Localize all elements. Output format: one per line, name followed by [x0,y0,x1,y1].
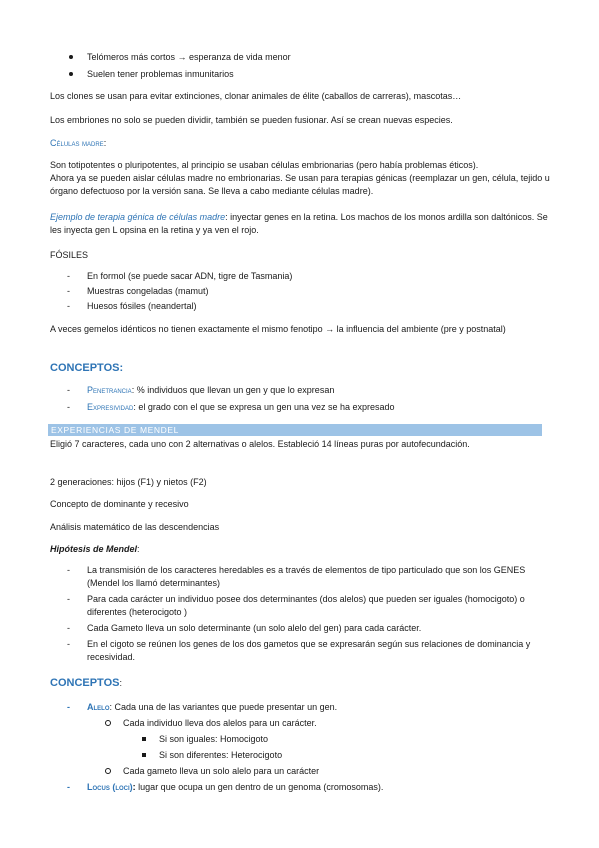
term-penetrancia: Penetrancia [87,385,132,395]
terapia-label: Ejemplo de terapia génica de células madre [50,212,226,222]
list-item-alelo: - Alelo: Cada una de las variantes que puede presentar un gen. [50,701,550,714]
paragraph-analisis: Análisis matemático de las descendencias [50,522,220,532]
bullet-list-top [50,51,550,81]
list-item: Si son diferentes: Heterocigoto [50,749,550,762]
hipotesis-heading [50,543,550,556]
paragraph-embriones: Los embriones no solo se pueden dividir, también se pueden fusionar. Así se crean nuevas especies. [50,115,453,125]
paragraph-celulas-2: Ahora ya se pueden aislar células madre no embrionarias. Se usan para terapias génicas (reemplazar un gen, célula, tejido u órgano defectuoso por la versión sana. Se lleva a cabo mediante células madre). [50,173,550,196]
list-item: Cada gameto lleva un solo alelo para un carácter [50,765,550,778]
paragraph-generaciones: 2 generaciones: hijos (F1) y nietos (F2) [50,477,207,487]
list-item: - Huesos fósiles (neandertal) [50,300,550,313]
paragraph-terapia [50,211,550,237]
list-item: - Expresividad: el grado con el que se expresa un gen una vez se ha expresado [50,401,550,414]
paragraph-gemelos: A veces gemelos idénticos no tienen exactamente el mismo fenotipo → la influencia del ambiente (pre y postnatal) [50,324,506,334]
conceptos-colon-2: : [119,678,122,688]
list-item: - Cada Gameto lleva un solo determinante (un solo alelo del gen) para cada carácter. [50,622,550,635]
term-expresividad: Expresividad [87,402,134,412]
celulas-madre-heading [50,137,550,150]
hipotesis-title: Hipótesis de Mendel [50,544,138,554]
fosiles-heading: FÓSILES [50,250,89,260]
list-item: Cada individuo lleva dos alelos para un carácter. [50,717,550,730]
celulas-madre-title: Células madre [50,138,104,148]
list-item: - Muestras congeladas (mamut) [50,285,550,298]
list-item: Telómeros más cortos → esperanza de vida menor [50,51,550,64]
list-item: - La transmisión de los caracteres heredables es a través de elementos de tipo particulado que son los GENES (Mendel los llamó determinantes) [50,564,550,590]
list-item: - En formol (se puede sacar ADN, tigre de Tasmania) [50,270,550,283]
list-item: - Para cada carácter un individuo posee dos determinantes (dos alelos) que pueden ser iguales (homocigoto) o diferentes (heterocigoto ) [50,593,550,619]
list-item: Suelen tener problemas inmunitarios [50,68,550,81]
term-locus: Locus (loci) [87,782,133,792]
paragraph-mendel: Eligió 7 caracteres, cada uno con 2 alternativas o alelos. Estableció 14 líneas puras por autofecundación. [50,439,470,449]
paragraph-concepto: Concepto de dominante y recesivo [50,499,189,509]
section-bar-mendel: EXPERIENCIAS DE MENDEL [48,424,542,436]
list-item: - En el cigoto se reúnen los genes de los dos gametos que se expresarán según sus relaciones de dominancia y recesividad. [50,638,550,664]
celulas-madre-colon: : [103,138,107,148]
paragraph-clones: Los clones se usan para evitar extinciones, clonar animales de élite (caballos de carreras), mascotas… [50,91,462,101]
conceptos-heading-2 [50,677,550,690]
conceptos-heading-1: CONCEPTOS: [50,362,124,374]
list-item: Si son iguales: Homocigoto [50,733,550,746]
list-item: - Penetrancia: % individuos que llevan un gen y que lo expresan [50,384,550,397]
terapia-text: : inyectar genes en la retina. Los machos de los monos ardilla son daltónicos. Se les inyecta gen L opsina en la retina y ya ven el rojo. [50,212,548,235]
list-item-locus: - Locus (loci): lugar que ocupa un gen dentro de un genoma (cromosomas). [50,781,550,794]
conceptos-list-2 [50,701,550,794]
hipotesis-colon: : [137,544,140,554]
conceptos-title-2: CONCEPTOS [50,677,120,689]
conceptos-list-1 [50,384,550,414]
hipotesis-list [50,564,550,664]
fosiles-list [50,270,550,313]
paragraph-celulas-1: Son totipotentes o pluripotentes, al principio se usaban células embrionarias (pero había problemas éticos). [50,160,479,170]
term-alelo: Alelo [87,702,110,712]
